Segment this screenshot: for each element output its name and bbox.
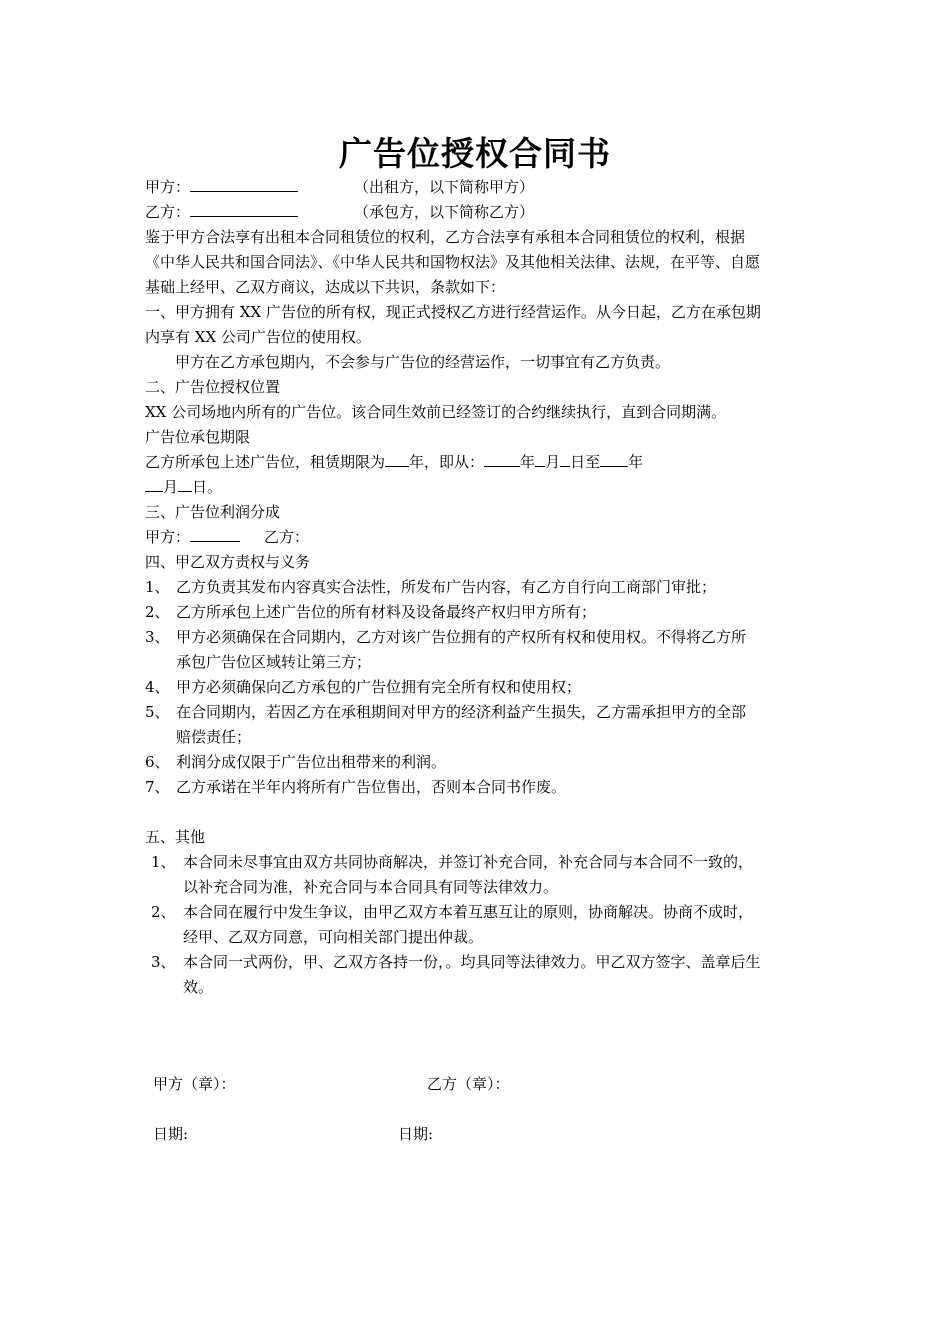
section-1-note: 甲方在乙方承包期内，不会参与广告位的经营运作，一切事宜有乙方负责。 — [175, 353, 671, 371]
list-item: 4、 甲方必须确保向乙方承包的广告位拥有完全所有权和使用权； — [145, 678, 582, 696]
month-label: 月 — [545, 453, 561, 471]
list-item: 3、 本合同一式两份，甲、乙双方各持一份，。均具同等法律效力。甲乙双方签字、盖章后生 — [151, 953, 761, 971]
month-label: 月 — [163, 478, 179, 496]
start-day-blank — [560, 452, 570, 467]
party-a-label: 甲方： — [145, 178, 191, 196]
profit-split-line — [145, 527, 309, 547]
end-year-blank — [600, 452, 628, 467]
list-item: 7、 乙方承诺在半年内将所有广告位售出，否则本合同书作废。 — [145, 778, 567, 796]
term-years-blank — [385, 452, 409, 467]
from-label: ，即从： — [424, 453, 485, 471]
day-to-label: 日至 — [570, 453, 601, 471]
party-b-seal: 乙方（章）： — [427, 1075, 510, 1093]
party-b-blank — [190, 202, 298, 217]
list-item: 2、 本合同在履行中发生争议，由甲乙双方本着互惠互让的原则，协商解决。协商不成时， — [151, 903, 754, 921]
section-2-heading: 二、广告位授权位置 — [145, 378, 281, 396]
list-item: 3、 甲方必须确保在合同期内，乙方对该广告位拥有的产权所有权和使用权。不得将乙方所 — [145, 628, 747, 646]
party-b-line — [145, 202, 534, 222]
list-item: 5、 在合同期内，若因乙方在承租期间对甲方的经济利益产生损失，乙方需承担甲方的全部 — [145, 703, 747, 721]
section-3-heading: 三、广告位利润分成 — [145, 503, 281, 521]
section-5-heading: 五、其他 — [145, 828, 206, 846]
section-4-heading: 四、甲乙双方责权与义务 — [145, 553, 311, 571]
list-item-continuation: 经甲、乙双方同意，可向相关部门提出仲裁。 — [183, 928, 484, 946]
preamble-line: 鉴于甲方合法享有出租本合同租赁位的权利，乙方合法享有承租本合同租赁位的权利，根据 — [145, 228, 746, 246]
list-item: 1、 本合同未尽事宜由双方共同协商解决，并签订补充合同，补充合同与本合同不一致的， — [151, 853, 754, 871]
end-month-blank — [145, 477, 163, 492]
list-item-continuation: 效。 — [183, 978, 214, 996]
list-item-continuation: 以补充合同为准，补充合同与本合同具有同等法律效力。 — [183, 878, 559, 896]
list-item: 2、 乙方所承包上述广告位的所有材料及设备最终产权归甲方所有； — [145, 603, 597, 621]
year-label: 年 — [520, 453, 536, 471]
list-item-continuation: 赔偿责任； — [176, 728, 252, 746]
term-line-end — [145, 477, 222, 497]
profit-a-blank — [190, 527, 240, 542]
term-line — [145, 452, 643, 472]
start-month-blank — [535, 452, 545, 467]
party-b-label: 乙方： — [145, 203, 191, 221]
preamble-line: 《中华人民共和国合同法》、《中华人民共和国物权法》及其他相关法律、法规，在平等、自愿 — [145, 253, 761, 271]
document-title: 广告位授权合同书 — [339, 134, 611, 173]
section-2-line: XX 公司场地内所有的广告位。该合同生效前已经签订的合约继续执行，直到合同期满。 — [145, 403, 727, 421]
year-label: 年 — [409, 453, 425, 471]
list-item: 1、 乙方负责其发布内容真实合法性，所发布广告内容，有乙方自行向工商部门审批； — [145, 578, 717, 596]
year-label: 年 — [628, 453, 644, 471]
preamble-line: 基础上经甲、乙双方商议，达成以下共识，条款如下： — [145, 278, 506, 296]
term-subheading: 广告位承包期限 — [145, 428, 251, 446]
section-1-line: 一、甲方拥有 XX 广告位的所有权，现正式授权乙方进行经营运作。从今日起，乙方在承包期 — [145, 303, 761, 321]
party-b-note: （承包方，以下简称乙方） — [354, 203, 535, 221]
term-text: 乙方所承包上述广告位，租赁期限为 — [145, 453, 386, 471]
party-a-seal: 甲方（章）： — [153, 1075, 236, 1093]
party-a-line — [145, 177, 534, 197]
party-a-blank — [190, 177, 298, 192]
list-item-continuation: 承包广告位区域转让第三方； — [176, 653, 372, 671]
party-b-date: 日期: — [398, 1125, 434, 1143]
party-a-date: 日期: — [153, 1125, 189, 1143]
start-year-blank — [484, 452, 520, 467]
party-a-note: （出租方，以下简称甲方） — [354, 178, 535, 196]
section-1-line: 内享有 XX 公司广告位的使用权。 — [145, 328, 371, 346]
end-day-blank — [178, 477, 192, 492]
profit-a-label: 甲方： — [145, 528, 191, 546]
profit-b-label: 乙方： — [264, 528, 310, 546]
list-item: 6、 利润分成仅限于广告位出租带来的利润。 — [145, 753, 447, 771]
day-end-label: 日。 — [192, 478, 223, 496]
